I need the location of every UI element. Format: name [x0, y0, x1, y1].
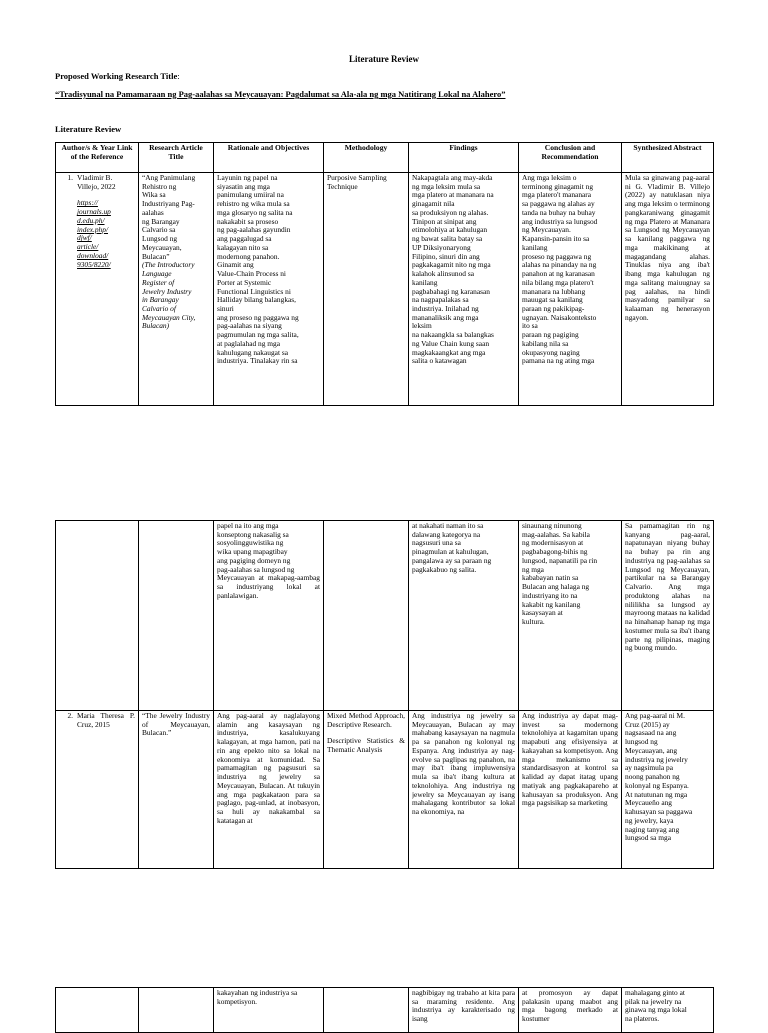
proposed-label-text: Proposed Working Research Title — [55, 71, 178, 81]
author-name: Vladimir B. Villejo, 2022 — [77, 174, 116, 191]
methodology-cell — [324, 711, 409, 869]
abstract-cell — [622, 521, 714, 711]
findings-text: at nakahati naman ito sa dalawang kategorya na nagsusuri una sa pinagmulan at kahulugan, pangalawa ay sa paraan ng pagkakabuo ng salita. — [412, 522, 492, 574]
research-title: “Tradisyunal na Pamamaraan ng Pag-aalahas sa Meycauayan: Pagdalumat sa Ala-ala ng mga Natitirang Lokal na Alahero” — [55, 89, 506, 99]
row-number: 1. — [67, 174, 73, 182]
findings-cell — [409, 173, 519, 406]
methodology-cell — [324, 173, 409, 406]
conclusion-text: Ang mga leksim o terminong ginagamit ng mga platero't mananara sa paggawa ng alahas ay tanda na buhay na buhay ang industriya sa lungsod ng Meycauayan. Kapansin-pansin ito sa kanilang proseso ng paggawa ng alahas na pinanday na ng panahon at ng karanasan nila bilang mga platero't mananara na lubhang mauugat sa kanilang paraan ng pakikipag- ugnayan. Naisakonteksto ito sa paraan ng pagiging kabilang nila sa okupasyong naging pamana na ng ating mga — [522, 174, 598, 366]
table-row — [56, 711, 714, 869]
conclusion-cell — [519, 173, 622, 406]
row-number: 2. — [67, 712, 73, 720]
table-row — [56, 173, 714, 406]
col-header-conclusion: Conclusion and Recommendation — [519, 143, 622, 173]
methodology-text: Purposive Sampling Technique — [327, 174, 387, 191]
conclusion-text: Ang industriya ay dapat mag-invest sa modernong teknolohiya at kagamitan upang mapabuti ang efisiyensiya at kakayahan sa kompetisyon. Ang mga mekanismo sa standardisasyon at kontrol sa kalidad ay dapat itatag upang matiyak ang pagkakapareho at kahusayan sa produksyon. Ang mga pagsisikap sa marketing — [522, 712, 618, 808]
proposed-label-colon: : — [177, 71, 180, 81]
title-cell — [139, 711, 214, 869]
rationale-text: kakayahan ng industriya sa kompetisyon. — [217, 989, 298, 1006]
article-title: “Ang Panimulang Rehistro ng Wika sa Industriyang Pag- aalahas ng Barangay Calvario sa Lungsod ng Meycauayan, Bulacan” — [142, 174, 196, 261]
author-name: Maria Theresa P. Cruz, 2015 — [77, 712, 135, 729]
table-header-row — [56, 143, 714, 173]
title-cell — [139, 173, 214, 406]
findings-text: nagbibigay ng trabaho at kita para sa maraming residente. Ang industriya ay karakterisado ng isang — [412, 989, 515, 1024]
conclusion-text: sinaunang ninunong mag-aalahas. Sa kabila ng modernisasyon at pagbabagong-bihis ng lungsod, napanatili pa rin ng mga kababayan natin sa Bulacan ang halaga ng industriyang ito na kakabit ng kanilang kasaysayan at kultura. — [522, 522, 598, 627]
abstract-cell — [622, 988, 714, 1033]
title-cell — [139, 521, 214, 711]
author-cell — [56, 173, 139, 406]
rationale-cell — [214, 173, 324, 406]
rationale-text-cont: Meycauayan at makapag-aambag sa industriyang lokal at panlalawigan. — [217, 573, 320, 600]
literature-table-part-1 — [55, 142, 714, 406]
abstract-cell — [622, 711, 714, 869]
rationale-text: papel na ito ang mga konseptong nakasalig sa sosyolingguwistika ng wika upang mapagtibay ang pagiging domeyn ng pag-aalahas sa lungsod ng — [217, 522, 295, 574]
conclusion-text: at promosyon ay dapat palakasin upang maabot ang mga bagong merkado at kostumer — [522, 989, 618, 1024]
findings-text: Ang industriya ng jewelry sa Meycauayan, Bulacan ay may mahabang kasaysayan na nagmula pa sa panahon ng kolonyal ng Espanya. Ang industriya ay nag-evolve sa paglipas ng panahon, na may iba't ibang impluwensiya mula sa iba't ibang kultura at teknolohiya. Ang industriya ng jewelry sa Meycauayan ay isang mahalagang kontributor sa lokal na ekonomiya, na — [412, 712, 515, 817]
author-cell — [56, 521, 139, 711]
methodology-cell — [324, 988, 409, 1033]
abstract-text: Mula sa ginawang pag-aaral ni G. Vladimir B. Villejo (2022) ay natuklasan niya ang mga leksim o terminong pangkaraniwang ginagamit ng mga Platero at Mananara sa Lungsod ng Meycauayan sa kanilang paggawa ng mga makikinang at magagandang alahas. Tinuklas niya ang iba't ibang mga kahulugan ng mga salitang maiuugnay sa pag aalahas, na hindi masyadong pamilyar sa kalaaman ng henerasyon ngayon. — [625, 174, 710, 322]
abstract-text: mahalagang ginto at pilak na jewelry na ginawa ng mga lokal na plateros. — [625, 989, 687, 1024]
abstract-cell — [622, 173, 714, 406]
title-cell — [139, 988, 214, 1033]
findings-cell — [409, 521, 519, 711]
rationale-cell — [214, 711, 324, 869]
findings-cell — [409, 988, 519, 1033]
abstract-text: Ang pag-aaral ni M. Cruz (2015) ay nagsasaad na ang lungsod ng Meycauayan, ang industriya ng jewelry ay nagsimula pa noong panahon ng kolonyal ng Espanya. At natutunan ng mga Meycaueño ang kahusayan sa paggawa ng jewelry, kaya naging tanyag ang lungsod sa mga — [625, 712, 693, 843]
proposed-title-label — [55, 71, 180, 81]
article-title-english: (The Introductory Language Register of Jewelry Industry in Barangay Calvario of Meycauayan City, Bulacan) — [142, 260, 196, 331]
col-header-author: Author/s & Year Link of the Reference — [56, 143, 139, 173]
literature-table-part-2 — [55, 520, 714, 869]
col-header-methodology: Methodology — [324, 143, 409, 173]
methodology-text-analysis: Descriptive Statistics & Thematic Analysis — [327, 736, 405, 755]
abstract-text: Sa pamamagitan rin ng kanyang pag-aaral, napatunayan niyang buhay na buhay pa rin ang industriya ng pag-aalahas sa Lungsod ng Meycauayan, partikular na sa Barangay Calvario. Ang mga produktong alahas na nililikha sa lungsod ay mayroong mataas na kalidad na hinahanap hanap ng mga kostumer mula sa iba't ibang parte ng pilipinas, maging ng buong mundo. — [625, 522, 710, 653]
literature-table-part-3 — [55, 987, 714, 1033]
page-title: Literature Review — [348, 54, 420, 64]
author-cell — [56, 711, 139, 869]
rationale-cell — [214, 988, 324, 1033]
col-header-title: Research Article Title — [139, 143, 214, 173]
author-cell — [56, 988, 139, 1033]
methodology-cell — [324, 521, 409, 711]
conclusion-cell — [519, 521, 622, 711]
article-title: “The Jewelry Industry of Meycauayan, Bulacan.” — [142, 712, 210, 738]
col-header-rationale: Rationale and Objectives — [214, 143, 324, 173]
table-row — [56, 521, 714, 711]
section-label: Literature Review — [55, 124, 122, 134]
rationale-text: Ang pag-aaral ay naglalayong alamin ang kasaysayan ng industriya, kasalukuyang kalagayan, at mga hamon, pati na rin ang epekto nito sa lokal na ekonomiya at komunidad. Sa pamamagitan ng pagsusuri sa industriya ng jewelry sa Meycauayan, Bulacan. At tukuyin ang mga pagkakataon para sa paglago, pag-unlad, at inobasyon, sa huli ay nakakambal sa katatagan at — [217, 712, 320, 825]
col-header-findings: Findings — [409, 143, 519, 173]
findings-text: Nakapagtala ang may-akda ng mga leksim mula sa mga platero at mananara na ginagamit nila sa produksiyon ng alahas. Tinipon at sinipat ang etimolohiya at kahulugan ng bawat salita batay sa UP Diksiyonaryong Filipino, sinuri din ang pagkakagamit nito ng mga kalahok alinsunod sa kanilang pagbabahagi ng karanasan na nagpapalakas sa industriya. Inilahad ng mananaliksik ang mga leksim na nakaangkla sa balangkas ng Value Chain kung saan magkakaangkat ang mga salita o katawagan — [412, 174, 494, 366]
methodology-text: Mixed Method Approach, Descriptive Research. — [327, 712, 405, 729]
rationale-text: Layunin ng papel na siyasatin ang mga panimulang umiiral na rehistro ng wika mula sa mga glosaryo ng salita na nakakabit sa proseso ng pag-aalahas gayundin ang paggalugad sa kalagayan nito sa modernong panahon. Ginamit ang Value-Chain Process ni Porter at Systemic Functional Linguistics ni Halliday bilang balangkas, sinuri ang proseso ng paggawa ng pag-aalahas na siyang pagmumulan ng mga salita, at paglalahad ng mga kahulugang nakaugat sa industriya. Tinalakay rin sa — [217, 174, 299, 366]
conclusion-cell — [519, 711, 622, 869]
conclusion-cell — [519, 988, 622, 1033]
reference-link[interactable]: https:// journals.up d.edu.ph/ index.php/ djwf/ article/ download/ 9305/8220/ — [77, 198, 111, 269]
rationale-cell — [214, 521, 324, 711]
findings-cell — [409, 711, 519, 869]
col-header-abstract: Synthesized Abstract — [622, 143, 714, 173]
table-row — [56, 988, 714, 1033]
